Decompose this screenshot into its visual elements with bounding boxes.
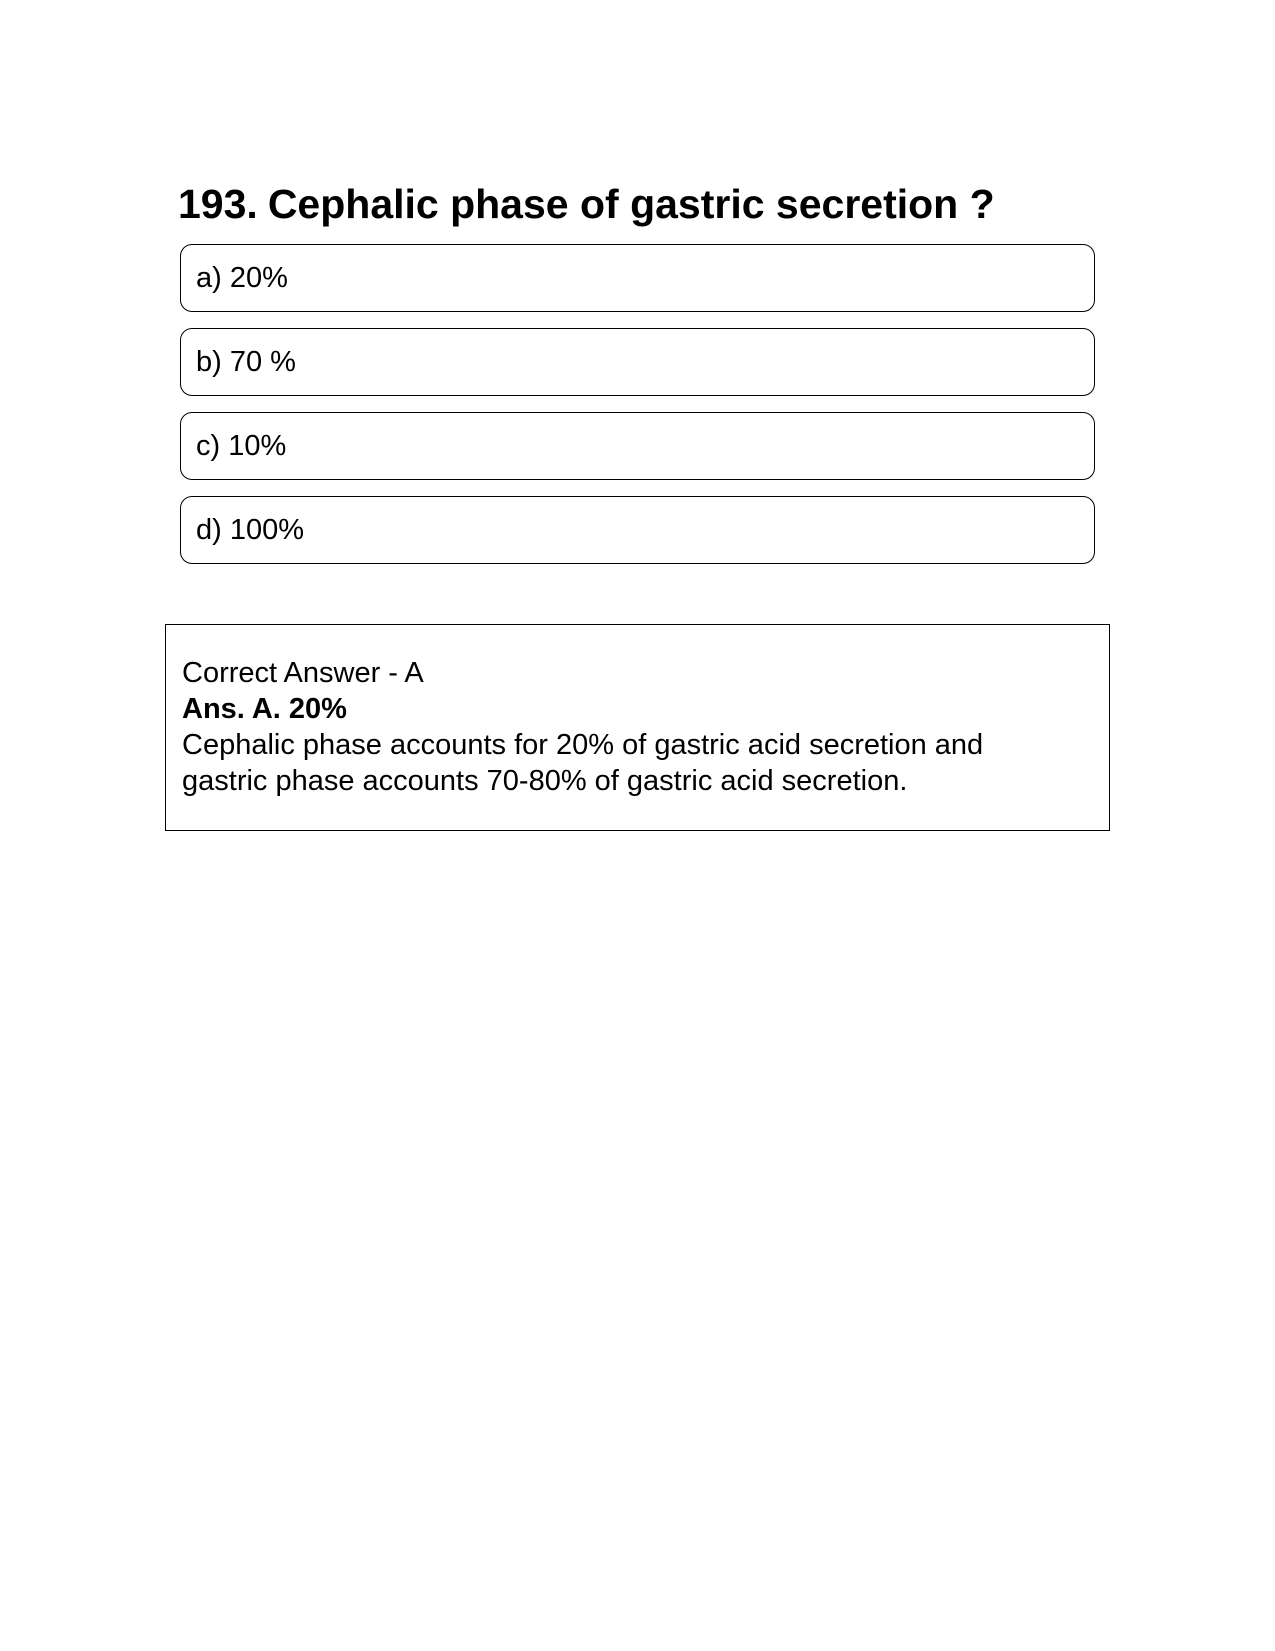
options-list	[180, 244, 1095, 580]
option-b[interactable]	[180, 328, 1095, 396]
option-c[interactable]	[180, 412, 1095, 480]
option-d-label: d) 100%	[196, 513, 305, 546]
question-text: Cephalic phase of gastric secretion ?	[267, 180, 995, 227]
option-d[interactable]	[180, 496, 1095, 564]
question-title	[178, 178, 995, 230]
correct-answer-line: Correct Answer - A	[182, 657, 424, 689]
option-a[interactable]	[180, 244, 1095, 312]
answer-explanation: Cephalic phase accounts for 20% of gastric acid secretion and gastric phase accounts 70-80% of gastric acid secretion.	[182, 729, 984, 797]
question-number: 193.	[178, 180, 258, 227]
option-c-label: c) 10%	[196, 429, 287, 462]
answer-heading: Ans. A. 20%	[182, 693, 347, 725]
option-b-label: b) 70 %	[196, 345, 296, 378]
answer-box	[165, 624, 1110, 831]
option-a-label: a) 20%	[196, 261, 288, 294]
